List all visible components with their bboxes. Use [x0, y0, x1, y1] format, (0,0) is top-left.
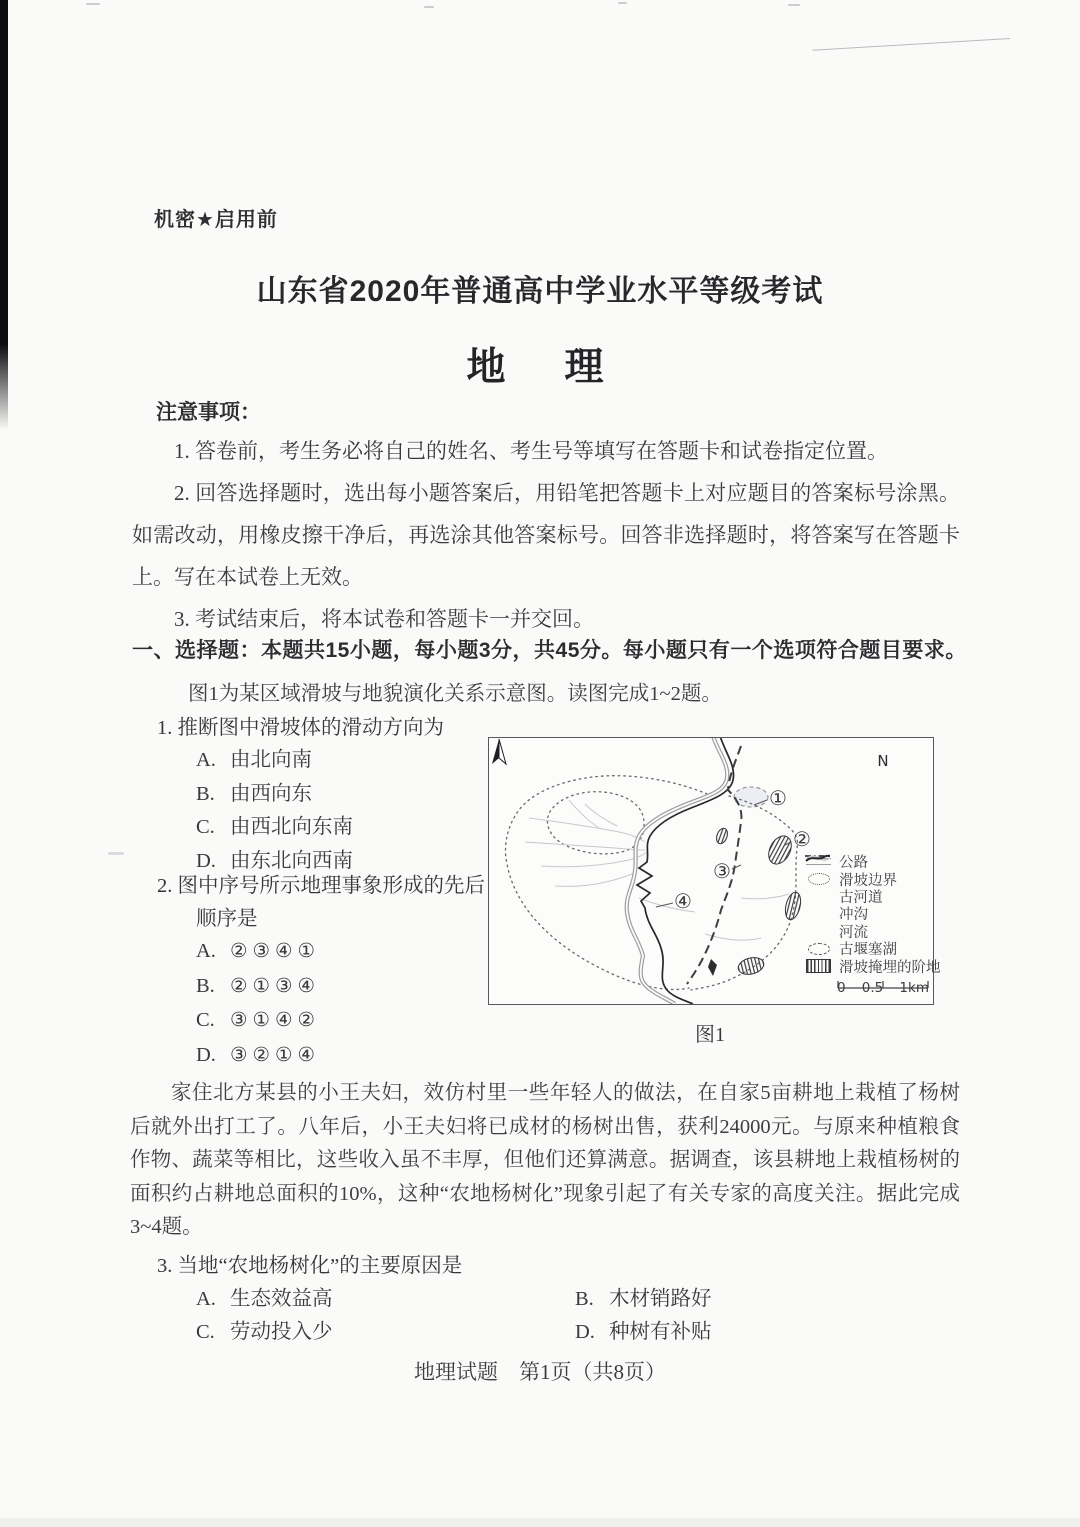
notice-heading: 注意事项： — [156, 401, 261, 424]
map-marker-2: ② — [793, 827, 811, 851]
q1-option-d: D. 由东北向西南 — [196, 849, 353, 872]
q2-option-b: B. ②①③④ — [196, 973, 320, 997]
legend-row-gully: 冲沟 — [805, 905, 941, 922]
q2-option-d: D. ③②①④ — [196, 1042, 320, 1066]
subject-title: 地 理 — [466, 346, 614, 389]
scan-speck — [424, 6, 434, 8]
north-arrow-icon — [489, 738, 509, 766]
legend-row-road: 公路 — [805, 853, 941, 870]
notice-list — [132, 430, 960, 640]
map-marker-1: ① — [769, 786, 787, 810]
map-scale-bar — [837, 980, 929, 996]
map-marker-3: ③ — [713, 859, 731, 883]
map-legend — [805, 853, 941, 975]
notice-item-1: 1. 答卷前，考生务必将自己的姓名、考生号等填写在答题卡和试卷指定位置。 — [174, 439, 888, 463]
q3-option-d: D. 种树有补贴 — [575, 1321, 712, 1343]
section-one-heading: 一、选择题：本题共15小题，每小题3分，共45分。每小题只有一个选项符合题目要求。 — [132, 639, 967, 662]
scan-edge-artifact-bottom — [0, 1518, 1080, 1527]
legend-row-ancient-lake: 古堰塞湖 — [805, 940, 941, 957]
q2-option-c: C. ③①④② — [196, 1008, 320, 1031]
terrace-patch-small — [708, 959, 717, 976]
secrecy-notice: 机密★启用前 — [154, 209, 278, 231]
q1-option-c: C. 由西北向东南 — [196, 816, 353, 838]
terrace-patches — [715, 827, 804, 977]
buried-terrace-legend-icon — [805, 959, 832, 973]
scan-smudge-artifact — [108, 852, 124, 855]
q1-option-b: B. 由西向东 — [196, 782, 312, 805]
landslide-boundary-legend-icon — [805, 873, 832, 885]
figure-1-landslide-map — [488, 737, 941, 1005]
scale-labels: 0 0.5 1km — [837, 980, 929, 996]
scan-scratch-artifact — [812, 38, 1010, 53]
question-1-stem: 1. 推断图中滑坡体的滑动方向为 — [157, 717, 444, 739]
scan-speck — [618, 2, 627, 4]
q3-option-a: A. 生态效益高 — [196, 1288, 333, 1310]
legend-row-buried-terrace: 滑坡掩埋的阶地 — [805, 957, 941, 974]
question-2-stem-line1: 2. 图中序号所示地理事象形成的先后 — [157, 875, 485, 897]
legend-row-landslide-boundary: 滑坡边界 — [805, 870, 941, 887]
scan-speck — [788, 4, 800, 6]
q1-option-a: A. 由北向南 — [196, 749, 312, 771]
scale-bar-line — [837, 980, 929, 989]
page-footer: 地理试题 第1页（共8页） — [414, 1360, 666, 1384]
q2-option-a: A. ②③④① — [196, 939, 320, 962]
q3-q4-passage: 家住北方某县的小王夫妇，效仿村里一些年轻人的做法，在自家5亩耕地上栽植了杨树后就外出打工了。八年后，小王夫妇将已成材的杨树出售，获利24000元。与原来种植粮食作物、蔬菜等相比，这些收入虽不丰厚，但他们还算满意。据调查，该县耕地上栽植杨树的面积约占耕地总面积的10%，这种“农地杨树化”现象引起了有关专家的高度关注。据此完成3~4题。 — [130, 1082, 960, 1238]
question-2-options — [196, 934, 320, 1072]
exam-title: 山东省2020年普通高中学业水平等级考试 — [256, 275, 824, 308]
ancient-lake-legend-icon — [805, 943, 832, 955]
question-2-stem-line2: 顺序是 — [196, 908, 258, 930]
question-3-stem: 3. 当地“农地杨树化”的主要原因是 — [157, 1255, 463, 1277]
legend-row-ancient-channel: 古河道 — [839, 889, 883, 906]
figure-1-caption: 图1 — [695, 1024, 725, 1046]
scan-speck — [86, 3, 100, 5]
north-label: N — [877, 752, 889, 770]
notice-item-2: 2. 回答选择题时，选出每小题答案后，用铅笔把答题卡上对应题目的答案标号涂黑。如需改动，用橡皮擦干净后，再选涂其他答案标号。回答非选择题时，将答案写在答题卡上。写在本试卷上无效。 — [132, 481, 960, 589]
q3-option-c: C. 劳动投入少 — [196, 1321, 333, 1343]
question-1-options — [196, 744, 353, 878]
map-marker-4: ④ — [674, 889, 692, 913]
q3-option-b: B. 木材销路好 — [575, 1288, 712, 1310]
q1-q2-intro: 图1为某区域滑坡与地貌演化关系示意图。读图完成1~2题。 — [188, 683, 722, 705]
legend-row-river: 河流 — [805, 923, 941, 940]
notice-item-3: 3. 考试结束后，将本试卷和答题卡一并交回。 — [174, 607, 594, 631]
